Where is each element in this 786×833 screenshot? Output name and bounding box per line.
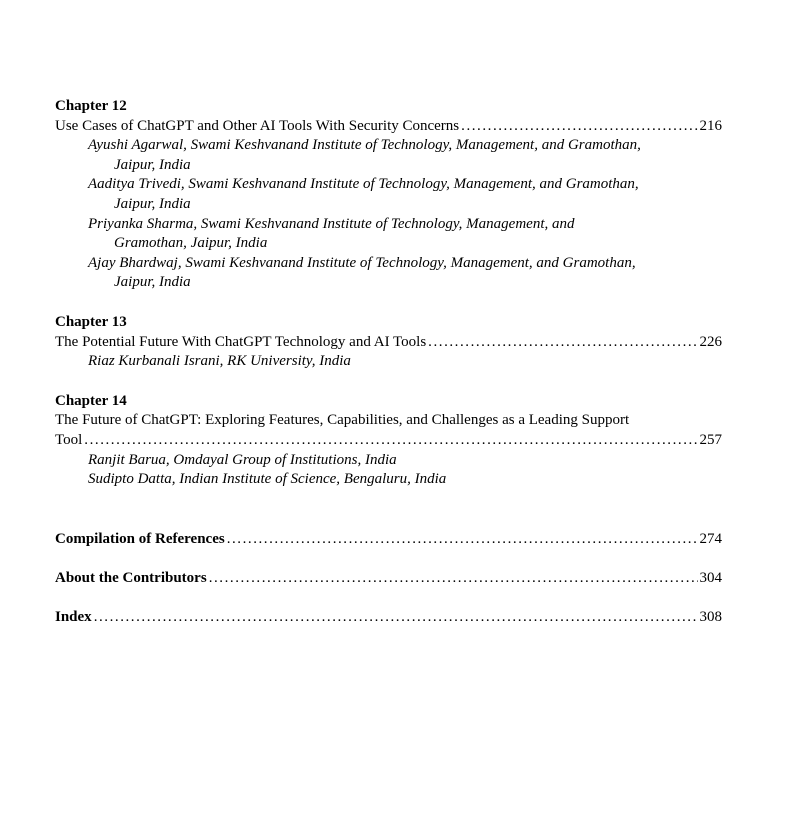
author-line: Ranjit Barua, Omdayal Group of Institutions, India — [88, 451, 397, 468]
page-number: 308 — [699, 608, 722, 625]
author-line: Ajay Bhardwaj, Swami Keshvanand Institute of Technology, Management, and Gramothan, — [88, 254, 636, 271]
leader-dots — [94, 608, 698, 628]
author-line: Aaditya Trivedi, Swami Keshvanand Institute of Technology, Management, and Gramothan, — [88, 176, 639, 193]
author-affiliation — [55, 451, 722, 471]
leader-dots — [84, 431, 697, 451]
author-line: Ayushi Agarwal, Swami Keshvanand Institute of Technology, Management, and Gramothan, — [88, 137, 641, 154]
author-affiliation — [55, 215, 722, 254]
chapter-title: Use Cases of ChatGPT and Other AI Tools With Security Concerns — [55, 117, 460, 134]
author-affiliation — [55, 254, 722, 293]
back-matter-entry[interactable] — [55, 569, 722, 589]
chapter-title-entry[interactable] — [55, 333, 722, 353]
page-number: 257 — [699, 431, 722, 448]
chapter-title[interactable]: The Future of ChatGPT: Exploring Features, Capabilities, and Challenges as a Leading Support — [55, 412, 630, 429]
back-matter-title: Compilation of References — [55, 531, 225, 547]
chapter-title-entry[interactable] — [55, 117, 722, 137]
back-matter-title: Index — [55, 608, 92, 625]
chapter-entry — [55, 392, 722, 490]
author-line-continued: Jaipur, India — [114, 195, 191, 212]
author-line: Riaz Kurbanali Israni, RK University, India — [88, 353, 351, 370]
table-of-contents — [55, 97, 722, 490]
chapter-label: Chapter 13 — [55, 313, 127, 330]
author-list — [55, 352, 722, 372]
author-line-continued: Gramothan, Jaipur, India — [114, 235, 268, 252]
author-line-continued: Jaipur, India — [114, 156, 191, 173]
chapter-entry — [55, 97, 722, 293]
back-matter-title: About the Contributors — [55, 569, 207, 586]
chapter-label: Chapter 14 — [55, 392, 127, 409]
leader-dots — [209, 569, 698, 589]
author-line: Sudipto Datta, Indian Institute of Science, Bengaluru, India — [88, 471, 447, 488]
leader-dots — [428, 333, 697, 353]
author-affiliation — [55, 175, 722, 214]
author-affiliation — [55, 470, 722, 490]
chapter-label: Chapter 12 — [55, 98, 127, 114]
author-affiliation — [55, 352, 722, 372]
author-list — [55, 451, 722, 490]
chapter-title: The Potential Future With ChatGPT Technology and AI Tools — [55, 333, 427, 350]
leader-dots — [227, 530, 698, 550]
author-line: Priyanka Sharma, Swami Keshvanand Institute of Technology, Management, and — [88, 215, 575, 232]
author-list — [55, 136, 722, 293]
chapter-title-entry[interactable] — [55, 431, 722, 451]
back-matter-entry[interactable] — [55, 608, 722, 628]
back-matter-list — [55, 530, 722, 628]
chapter-entry — [55, 313, 722, 372]
leader-dots — [461, 117, 697, 137]
author-affiliation — [55, 136, 722, 175]
author-line-continued: Jaipur, India — [114, 274, 191, 291]
page-number: 226 — [699, 333, 722, 350]
page-number: 274 — [699, 531, 722, 547]
chapter-title-continued: Tool — [55, 431, 83, 448]
page-number: 216 — [699, 117, 722, 134]
page-number: 304 — [699, 569, 722, 586]
back-matter-entry[interactable] — [55, 530, 722, 550]
